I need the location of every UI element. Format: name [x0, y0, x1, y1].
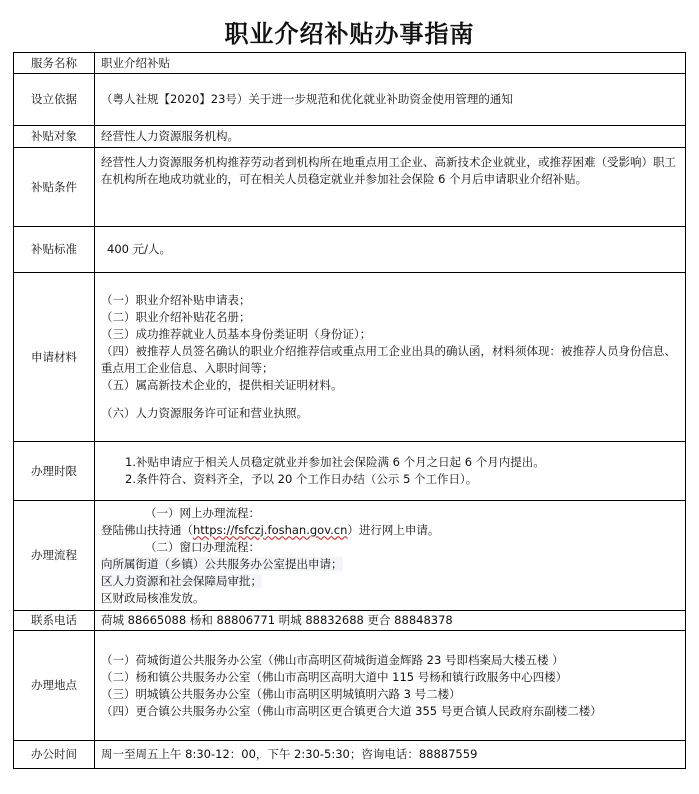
list-item: 1.补贴申请应于相关人员稳定就业并参加社会保险满 6 个月之日起 6 个月内提出。 [125, 455, 545, 469]
row-label: 办理时限 [14, 442, 95, 501]
row-label: 联系电话 [14, 611, 95, 631]
list-item: （二）杨和镇公共服务办公室（佛山市高明区高明大道中 115 号杨和镇行政服务中心四楼） [101, 669, 568, 684]
row-value [95, 227, 686, 273]
row-value: 周一至周五上午 8:30-12：00，下午 2:30-5:30；咨询电话：88887559 [95, 741, 686, 769]
row-label: 服务名称 [14, 53, 95, 74]
table-row [14, 148, 686, 227]
page-title: 职业介绍补贴办事指南 [224, 20, 475, 48]
row-value: 经营性人力资源服务机构推荐劳动者到机构所在地重点用工企业、高新技术企业就业，或推荐困难（受影响）职工在机构所在地成功就业的，可在相关人员稳定就业并参加社会保险 6 个月后申请职业介绍补贴。 [95, 148, 686, 227]
list-item: （四）更合镇公共服务办公室（佛山市高明区更合镇更合大道 355 号更合镇人民政府东副楼二楼） [101, 703, 602, 718]
online-process-heading: （一）网上办理流程： [145, 505, 260, 520]
online-prefix: 登陆佛山扶持通（ [101, 522, 193, 537]
list-item: （三）明城镇公共服务办公室（佛山市高明区明城镇明六路 3 号二楼） [101, 686, 461, 701]
row-label: 办公时间 [14, 741, 95, 769]
row-label: 补贴对象 [14, 126, 95, 148]
list-item: 区人力资源和社会保障局审批； [101, 573, 262, 588]
window-process-heading: （二）窗口办理流程： [145, 539, 260, 554]
table-row [14, 273, 686, 442]
list-item: （三）成功推荐就业人员基本身份类证明（身份证）； [101, 327, 372, 341]
table-row [14, 611, 686, 631]
list-item: （一）荷城街道公共服务办公室（佛山市高明区荷城街道金辉路 23 号即档案局大楼五楼 ） [101, 652, 564, 667]
row-value: （粤人社规【2020】23号）关于进一步规范和优化就业补助资金使用管理的通知 [95, 74, 686, 126]
list-item: （二）职业介绍补贴花名册； [101, 310, 251, 324]
row-value: 荷城 88665088 杨和 88806771 明城 88832688 更合 88848378 [95, 611, 686, 631]
row-value [95, 501, 686, 611]
row-label: 设立依据 [14, 74, 95, 126]
list-item: 向所属街道（乡镇）公共服务办公室提出申请； [101, 556, 343, 571]
row-label: 申请材料 [14, 273, 95, 442]
table-row [14, 442, 686, 501]
row-value: 职业介绍补贴 [95, 53, 686, 74]
guide-table [13, 52, 686, 769]
row-label: 办理地点 [14, 631, 95, 741]
table-row [14, 631, 686, 741]
online-suffix: ）进行网上申请。 [347, 522, 440, 537]
list-item: （六）人力资源服务许可证和营业执照。 [101, 406, 308, 420]
row-value [95, 631, 686, 741]
online-process-line [101, 522, 679, 539]
table-row [14, 74, 686, 126]
table-row [14, 741, 686, 769]
list-item: 区财政局核准发放。 [101, 590, 205, 605]
subsidy-amount: 400 元/人。 [107, 242, 171, 256]
row-label: 补贴条件 [14, 148, 95, 227]
row-label: 补贴标准 [14, 227, 95, 273]
list-item: （五）属高新技术企业的，提供相关证明材料。 [101, 378, 343, 392]
table-row [14, 126, 686, 148]
table-row [14, 227, 686, 273]
list-item: （四）被推荐人员签名确认的职业介绍推荐信或重点用工企业出具的确认函，材料须体现：被推荐人员身份信息、重点用工企业信息、入职时间等； [101, 344, 676, 375]
list-item: 2.条件符合、资料齐全，予以 20 个工作日办结（公示 5 个工作日）。 [125, 472, 478, 486]
row-value: 经营性人力资源服务机构。 [95, 126, 686, 148]
table-row [14, 501, 686, 611]
row-value [95, 442, 686, 501]
table-row [14, 53, 686, 74]
row-label: 办理流程 [14, 501, 95, 611]
portal-link[interactable]: https://fsfczj.foshan.gov.cn [193, 522, 348, 537]
list-item: （一）职业介绍补贴申请表； [101, 293, 251, 307]
row-value [95, 273, 686, 442]
